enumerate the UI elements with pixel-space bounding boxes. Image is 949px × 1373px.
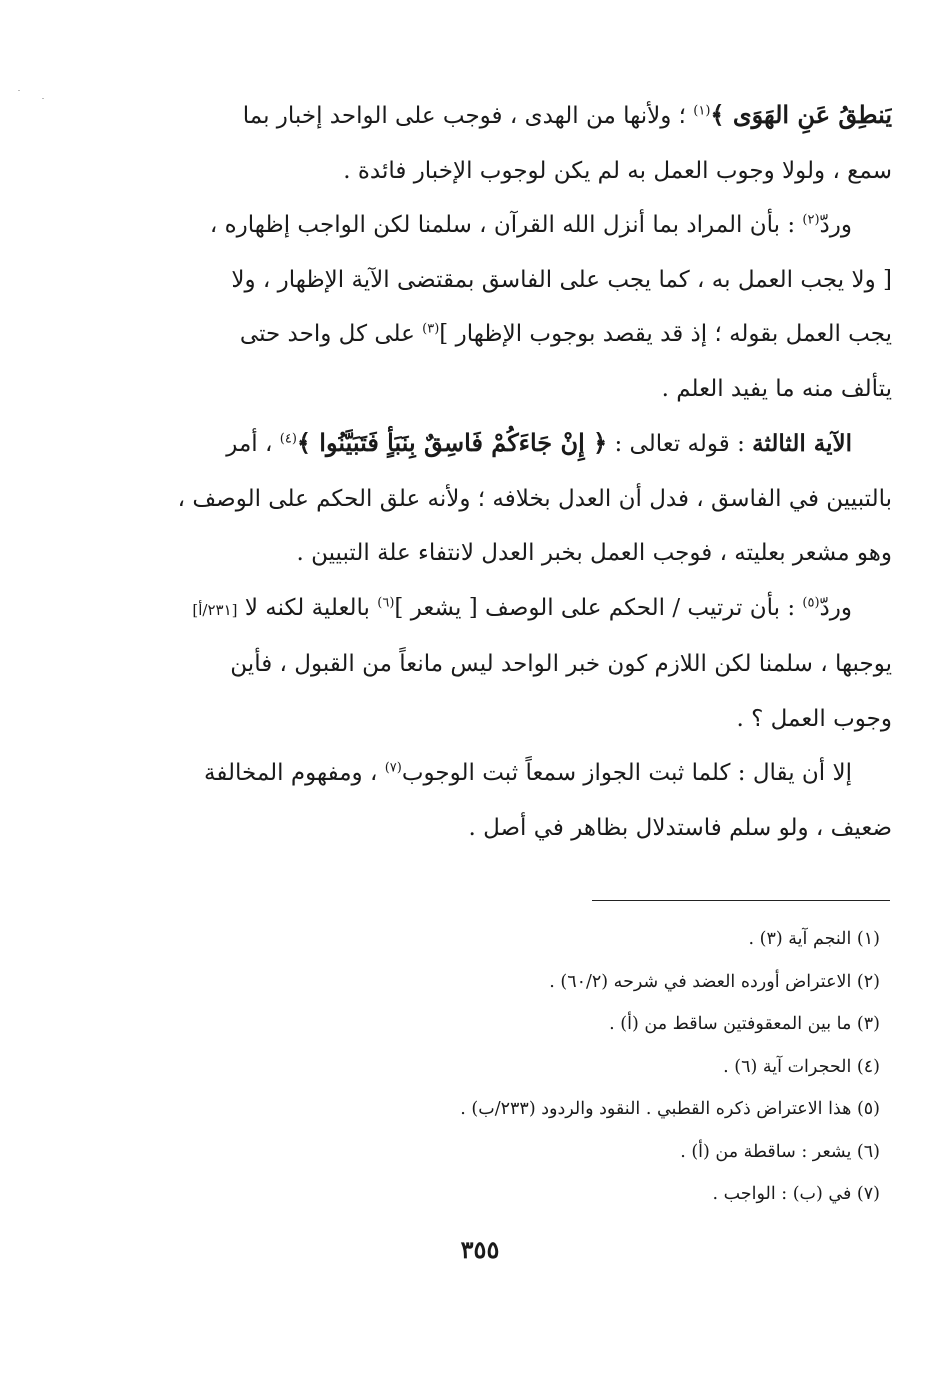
text-segment: على كل واحد حتى (239, 321, 423, 347)
text-segment: وجوب العمل ؟ . (736, 705, 892, 732)
folio-marker: [٢٣١/أ] (192, 600, 238, 619)
text-segment: يوجبها ، سلمنا لكن اللازم كون خبر الواحد ليس مانعاً من القبول ، فأين (230, 651, 892, 677)
footnote-item: (٣) ما بين المعقوفتين ساقط من (أ) . (609, 1014, 880, 1034)
text-segment: وردّ (819, 594, 852, 621)
text-line (140, 801, 892, 856)
footnote-ref: (٦) (377, 594, 395, 610)
text-segment: بالتبيين في الفاسق ، فدل أن العدل بخلافه ؛ ولأنه علق الحكم على الوصف ، (177, 485, 892, 512)
text-line (140, 144, 892, 199)
footnote-item: (١) النجم آية (٣) . (748, 929, 880, 949)
main-text-block (140, 88, 892, 855)
text-segment: وردّ (819, 212, 852, 238)
text-line (140, 88, 892, 144)
footnote-ref: (٢) (802, 212, 820, 228)
text-segment: ؛ ولأنها من الهدى ، فوجب على الواحد إخبار بما (242, 103, 694, 129)
text-line (140, 416, 892, 472)
text-line (140, 362, 892, 417)
quran-verse: يَنطِقُ عَنِ الهَوَى ﴾ (710, 100, 892, 129)
text-segment: : بأن المراد بما أنزل الله القرآن ، سلمنا لكن الواجب إظهاره ، (209, 212, 803, 238)
text-segment: إلا أن يقال : كلما ثبت الجواز سمعاً ثبت الوجوب (401, 760, 852, 786)
text-line (140, 472, 892, 527)
footnote-item: (٦) يشعر : ساقطة من (أ) . (680, 1141, 880, 1162)
text-segment: ضعيف ، ولو سلم فاستدلال بظاهر في أصل . (468, 814, 892, 841)
text-segment: يتألف منه ما يفيد العلم . (661, 375, 892, 402)
footnote-separator (592, 900, 890, 901)
text-segment: : قوله تعالى : (607, 431, 753, 457)
text-line (140, 692, 892, 747)
text-line (140, 198, 892, 253)
text-line (140, 307, 892, 362)
footnote-ref: (٥) (802, 594, 820, 610)
quran-verse: ﴿ إِنْ جَاءَكُمْ فَاسِقٌ بِنَبَأٍ فَتَبَيَّنُوا ﴾ (296, 428, 608, 457)
text-segment: يجب العمل بقوله ؛ إذ قد يقصد بوجوب الإظهار ] (439, 321, 892, 347)
footnote-ref: (٧) (384, 760, 402, 776)
scan-speck (18, 90, 20, 91)
footnote-ref: (٣) (422, 321, 440, 337)
footnote-item: (٤) الحجرات آية (٦) . (723, 1056, 880, 1077)
text-line (140, 637, 892, 692)
text-line (140, 581, 892, 638)
text-segment: [ ولا يجب العمل به ، كما يجب على الفاسق بمقتضى الآية الإظهار ، ولا (231, 266, 892, 293)
text-segment: ، ومفهوم المخالفة (204, 760, 385, 786)
footnote-item: (٢) الاعتراض أورده العضد في شرحه (٦٠/٢) . (549, 971, 880, 992)
footnote-ref: (١) (693, 103, 711, 119)
scan-speck (42, 98, 44, 99)
section-heading: الآية الثالثة (752, 430, 852, 457)
text-line (140, 746, 892, 801)
text-segment: : بأن ترتيب / الحكم على الوصف [ يشعر ] (394, 594, 803, 621)
footnote-item: (٧) في (ب) : الواجب . (712, 1184, 880, 1204)
text-segment: وهو مشعر بعليته ، فوجب العمل بخبر العدل لانتفاء علة التبيين . (296, 540, 892, 566)
footnote-ref: (٤) (279, 431, 297, 447)
text-segment: سمع ، ولولا وجوب العمل به لم يكن لوجوب الإخبار فائدة . (343, 157, 892, 184)
footnote-item: (٥) هذا الاعتراض ذكره القطبي . النقود والردود (٢٣٣/ب) . (460, 1099, 880, 1119)
page-number: ٣٥٥ (460, 1235, 500, 1264)
text-line (140, 526, 892, 581)
footnotes-block (200, 918, 880, 1216)
text-line (140, 253, 892, 308)
text-segment: ، أمر (226, 431, 280, 457)
text-segment: بالعلية لكنه لا (237, 594, 378, 621)
